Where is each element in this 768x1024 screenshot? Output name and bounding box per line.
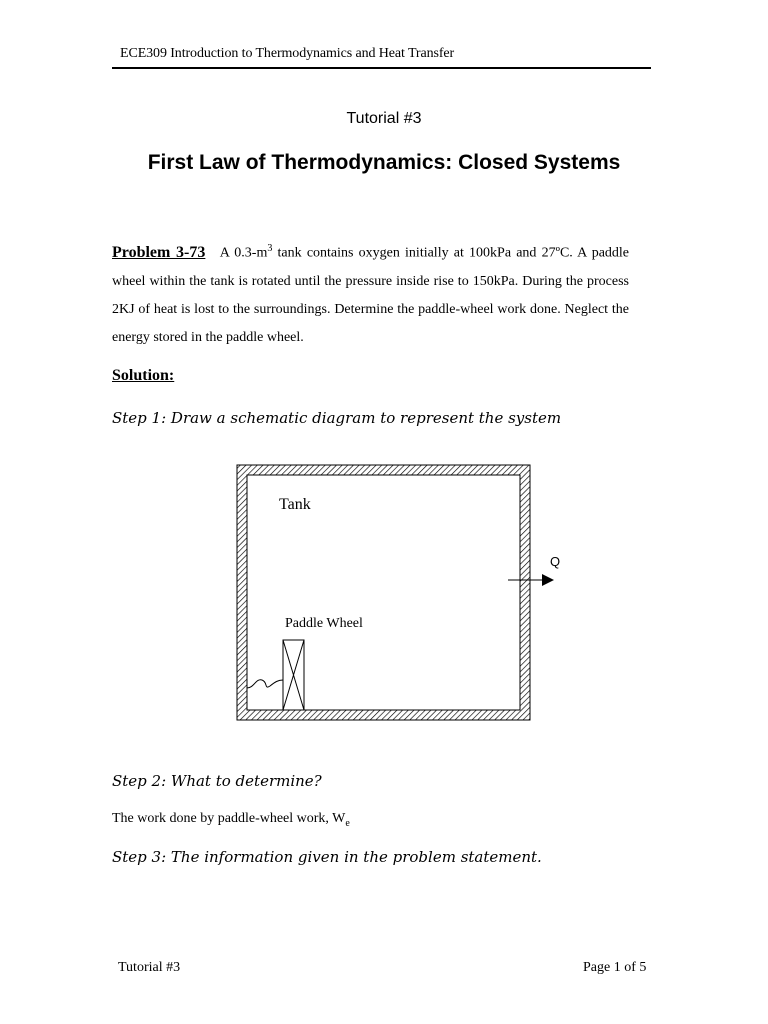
problem-text-start: A 0.3-m bbox=[219, 245, 268, 261]
page-title: First Law of Thermodynamics: Closed Systems bbox=[147, 151, 621, 174]
work-text: The work done by paddle-wheel work, W bbox=[112, 811, 346, 826]
footer-page-number: Page 1 of 5 bbox=[583, 960, 647, 975]
paddle-wheel-label: Paddle Wheel bbox=[285, 616, 363, 631]
work-subscript: e bbox=[345, 817, 350, 829]
problem-text-rest: tank contains oxygen initially at 100kPa and 27ºC. A paddle wheel within the tank is rotated until the pressure inside rise to 150kPa. During the process 2KJ of heat is lost to the surroundings. Determine the paddle-wheel work done. Neglect the energy stored in the paddle wheel. bbox=[112, 245, 630, 345]
problem-heading: Problem 3-73 bbox=[112, 243, 206, 261]
solution-heading: Solution: bbox=[112, 367, 175, 384]
footer-tutorial: Tutorial #3 bbox=[118, 960, 181, 975]
step-3-heading: Step 3: The information given in the problem statement. bbox=[112, 848, 542, 866]
tank-label: Tank bbox=[279, 496, 311, 513]
problem-statement bbox=[112, 235, 629, 352]
tutorial-label: Tutorial #3 bbox=[346, 110, 422, 127]
tank-schematic-diagram bbox=[230, 458, 570, 728]
heat-label: Q bbox=[550, 554, 561, 569]
work-statement bbox=[112, 811, 350, 829]
problem-superscript: 3 bbox=[267, 243, 273, 254]
header-rule bbox=[112, 67, 651, 69]
step-2-heading: Step 2: What to determine? bbox=[112, 772, 322, 790]
heat-arrow-head bbox=[542, 574, 554, 586]
step-1-heading: Step 1: Draw a schematic diagram to represent the system bbox=[112, 409, 562, 427]
course-header: ECE309 Introduction to Thermodynamics and Heat Transfer bbox=[120, 46, 455, 61]
